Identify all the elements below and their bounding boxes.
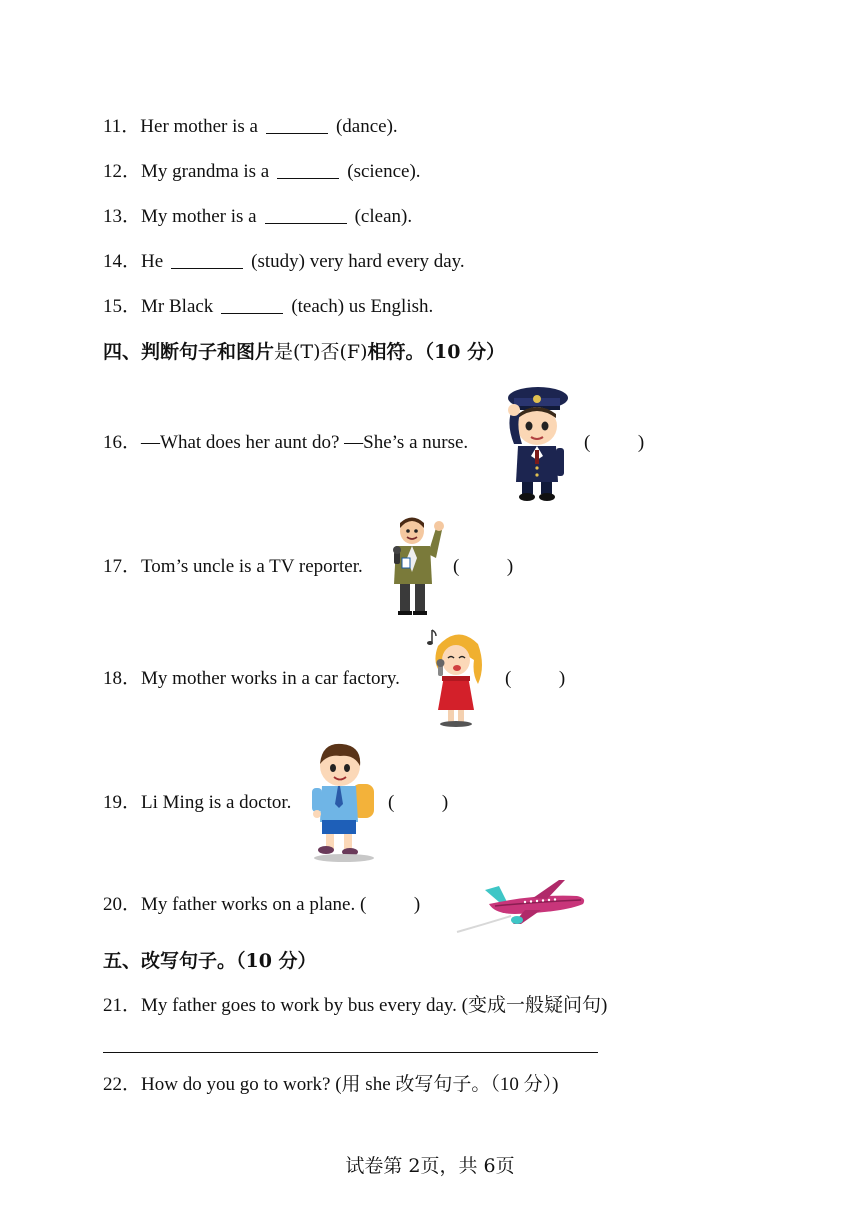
question-text: Li Ming is a doctor. bbox=[141, 792, 292, 813]
question-number: 15． bbox=[103, 296, 142, 317]
answer-blank[interactable] bbox=[221, 295, 283, 314]
answer-line[interactable] bbox=[103, 1052, 598, 1053]
question-17 bbox=[103, 555, 363, 579]
section-4-heading bbox=[103, 340, 505, 364]
question-12 bbox=[103, 160, 421, 184]
question-hint: (dance). bbox=[335, 116, 398, 137]
question-15 bbox=[103, 295, 433, 319]
schoolboy-illustration bbox=[308, 742, 380, 864]
question-22 bbox=[103, 1073, 558, 1097]
question-14 bbox=[103, 250, 465, 274]
question-text: My father works on a plane. ( bbox=[141, 894, 367, 915]
question-text: —What does her aunt do? —She’s a nurse. bbox=[141, 432, 469, 453]
question-19 bbox=[103, 791, 291, 815]
airplane-illustration bbox=[455, 876, 589, 936]
answer-parentheses[interactable]: ( ) bbox=[453, 556, 514, 577]
question-16 bbox=[103, 431, 468, 455]
question-text: How do you go to work? (用 she 改写句子。（10 分）) bbox=[141, 1074, 559, 1095]
question-18 bbox=[103, 667, 400, 691]
page-footer: 试卷第 2页，共 6页 bbox=[345, 1155, 515, 1177]
question-text: My mother works in a car factory. bbox=[141, 668, 400, 689]
section-4-title-part: 四、判断句子和图片 bbox=[103, 341, 275, 363]
question-number: 19． bbox=[103, 792, 142, 813]
question-number: 11． bbox=[103, 116, 141, 137]
tv-reporter-illustration bbox=[388, 514, 446, 616]
question-13 bbox=[103, 205, 412, 229]
answer-parentheses[interactable]: ( ) bbox=[388, 792, 449, 813]
question-number: 22． bbox=[103, 1074, 142, 1095]
question-text: My grandma is a bbox=[141, 161, 270, 182]
question-number: 13． bbox=[103, 206, 142, 227]
question-number: 18． bbox=[103, 668, 142, 689]
answer-parentheses[interactable]: ( ) bbox=[505, 668, 566, 689]
question-number: 17． bbox=[103, 556, 142, 577]
question-20 bbox=[103, 893, 420, 917]
question-number: 12． bbox=[103, 161, 142, 182]
question-number: 16． bbox=[103, 432, 142, 453]
answer-blank[interactable] bbox=[266, 115, 328, 134]
question-hint: (science). bbox=[347, 161, 421, 182]
answer-parentheses[interactable]: ( ) bbox=[584, 432, 645, 453]
question-text: My father goes to work by bus every day. (变成一般疑问句) bbox=[141, 995, 608, 1016]
question-text: Tom’s uncle is a TV reporter. bbox=[141, 556, 363, 577]
section-4-title-part: 相符。（10 分） bbox=[367, 341, 506, 363]
question-text: He bbox=[141, 251, 164, 272]
section-5-heading: 五、改写句子。（10 分） bbox=[103, 950, 317, 972]
question-21 bbox=[103, 994, 607, 1018]
question-text: Her mother is a bbox=[140, 116, 258, 137]
question-text: Mr Black bbox=[141, 296, 214, 317]
police-officer-illustration bbox=[500, 384, 572, 502]
singing-girl-illustration bbox=[424, 626, 488, 728]
question-number: 20． bbox=[103, 894, 142, 915]
question-number: 14． bbox=[103, 251, 142, 272]
answer-blank[interactable] bbox=[171, 250, 243, 269]
question-hint: (study) very hard every day. bbox=[251, 251, 465, 272]
question-text: My mother is a bbox=[141, 206, 257, 227]
answer-parentheses[interactable]: ) bbox=[366, 894, 421, 915]
answer-blank[interactable] bbox=[277, 160, 339, 179]
question-hint: (clean). bbox=[354, 206, 413, 227]
question-hint: (teach) us English. bbox=[291, 296, 434, 317]
section-4-title-part: 是(T)否(F) bbox=[274, 341, 368, 363]
question-number: 21． bbox=[103, 995, 142, 1016]
question-11 bbox=[103, 115, 398, 139]
answer-blank[interactable] bbox=[265, 205, 347, 224]
